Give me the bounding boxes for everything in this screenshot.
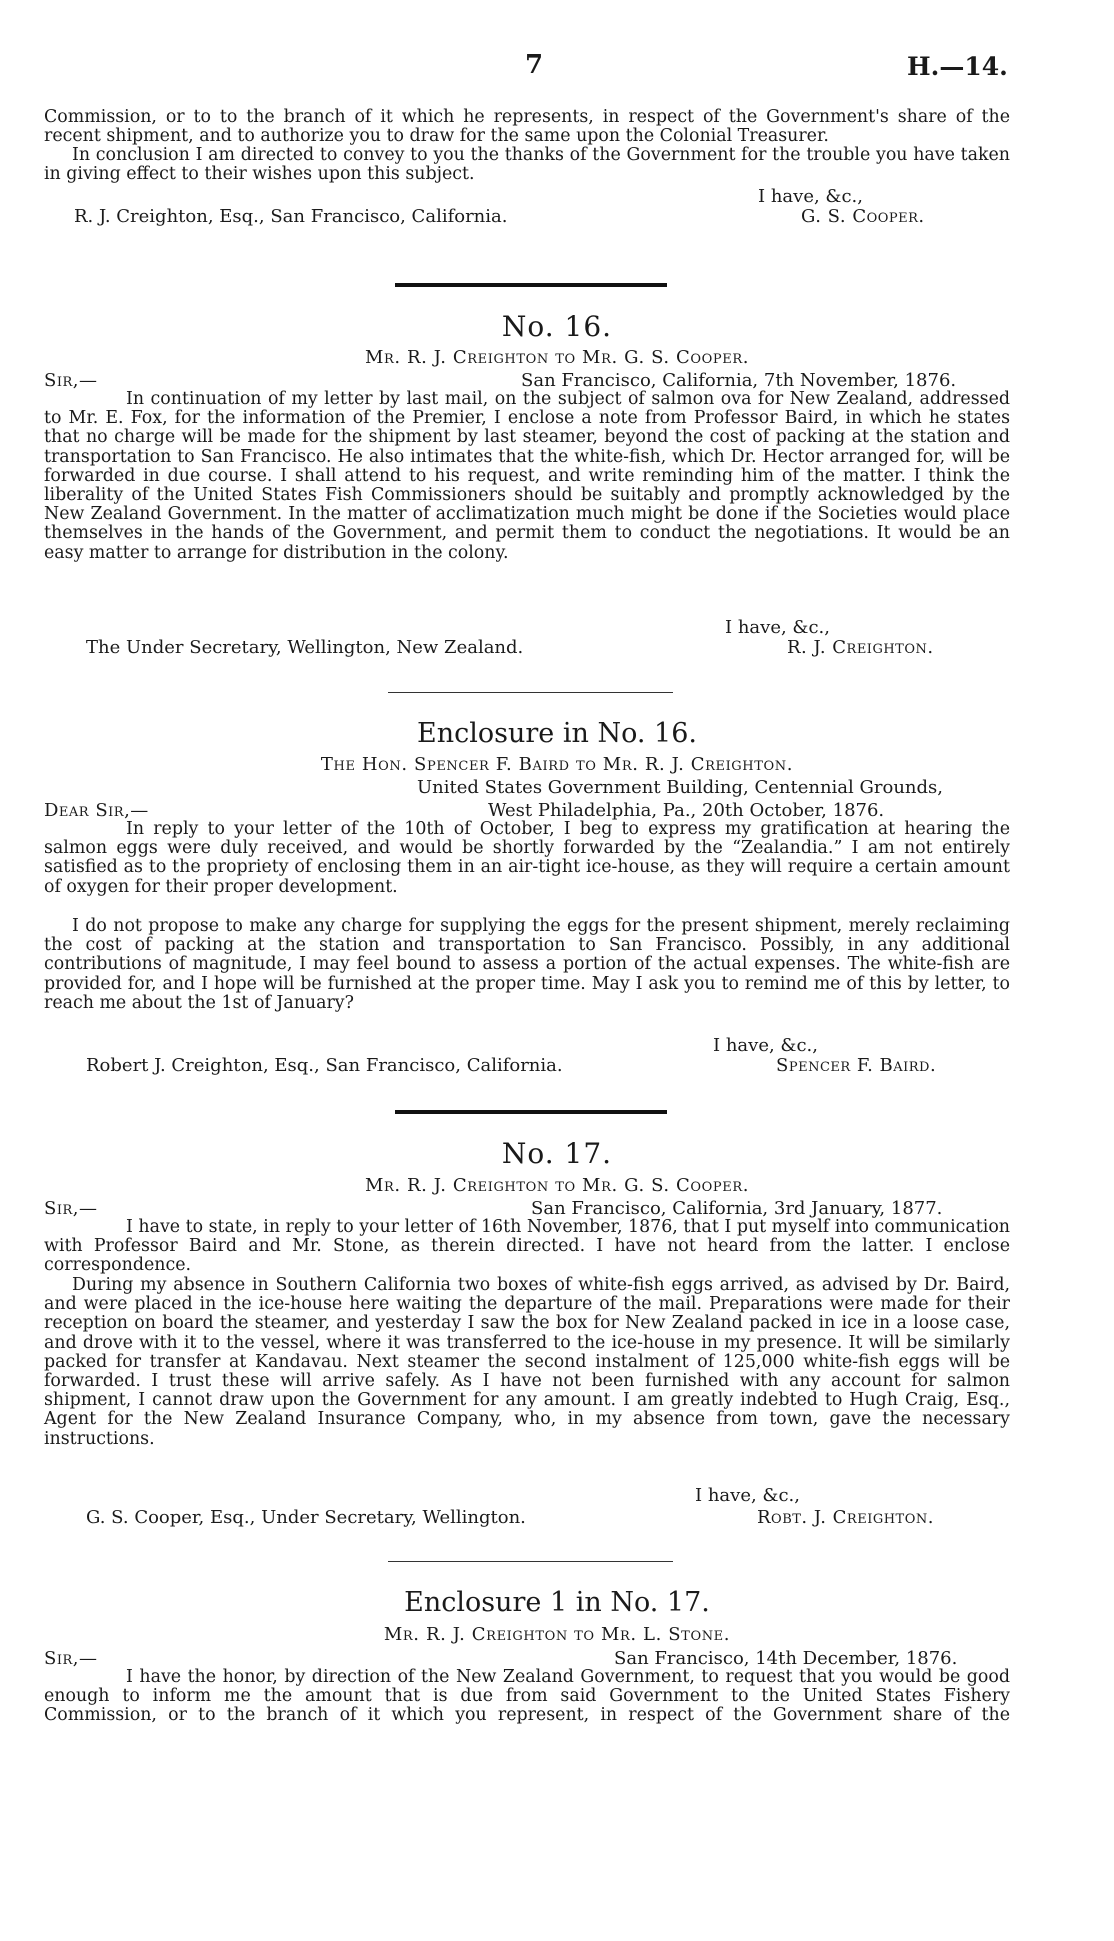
letter-number-16: No. 16. — [501, 310, 613, 343]
enclosure-divider — [388, 1561, 673, 1562]
letter-16-body: In continuation of my letter by last mail, on the subject of salmon ova for New Zealand, addressed to Mr. E. Fox, for the information of the Premier, I enclose a note from Professor Baird, in which he states that no charge will be made for the shipment by last steamer, beyond the cost of packing at the station and transportation to San Francisco. He also intimates that the white-fish, which Dr. Hector arranged for, will be forwarded in due course. I shall attend to his request, and write reminding him of the matter. I think the liberality of the United States Fish Commissioners should be suitably and promptly acknowledged by the New Zealand Government. In the matter of acclimatization much might be done if the Societies would place themselves in the hands of the Government, and permit them to conduct the negotiations. It would be an easy matter to arrange for distribution in the colony. — [44, 389, 1010, 563]
section-divider — [395, 1110, 667, 1114]
letter-17-dateline: San Francisco, California, 3rd January, 1877. — [531, 1198, 943, 1219]
enclosure-16-paragraph-2: I do not propose to make any charge for supplying the eggs for the present shipment, merely reclaiming the cost of packing at the station and transportation to San Francisco. Possibly, in any additional contributions of magnitude, I may feel bound to assess a portion of the actual expenses. The white-fish are provided for, and I hope will be furnished at the proper time. May I ask you to remind me of this by letter, to reach me about the 1st of January? — [44, 916, 1010, 1013]
enclosure-16-heading: The Hon. Spencer F. Baird to Mr. R. J. Creighton. — [320, 754, 794, 775]
section-divider — [395, 283, 667, 287]
letter-17-salutation: Sir,— — [44, 1198, 98, 1219]
letter-16-signature: R. J. Creighton. — [787, 637, 934, 658]
letter-number-17: No. 17. — [501, 1137, 613, 1170]
letter-17-paragraph-2: During my absence in Southern California two boxes of white-fish eggs arrived, as advised by Dr. Baird, and were placed in the ice-house here waiting the departure of the mail. Preparations were made for their reception on board the steamer, and yesterday I saw the box for New Zealand packed in ice in a loose case, and drove with it to the vessel, where it was transferred to the ice-house in my presence. It will be similarly packed for transfer at Kandavau. Next steamer the second instalment of 125,000 white-fish eggs will be forwarded. I trust these will arrive safely. As I have not been furnished with any account for salmon shipment, I cannot draw upon the Government for any amount. I am greatly indebted to Hugh Craig, Esq., Agent for the New Zealand Insurance Company, who, in my absence from town, gave the necessary instructions. — [44, 1275, 1010, 1449]
enclosure-17-body: I have the honor, by direction of the New Zealand Government, to request that you would be good enough to inform me the amount that is due from said Government to the United States Fishery Commission, or to the branch of it which you represent, in respect of the Government share of the — [44, 1667, 1010, 1726]
intro-paragraph-2: In conclusion I am directed to convey to you the thanks of the Government for the trouble you have taken in giving effect to their wishes upon this subject. — [44, 145, 1010, 185]
intro-addressee: R. J. Creighton, Esq., San Francisco, California. — [74, 206, 508, 227]
intro-closing: I have, &c., — [758, 186, 863, 207]
enclosure-16-paragraph-1: In reply to your letter of the 10th of October, I beg to express my gratification at hearing the salmon eggs were duly received, and would be shortly forwarded by the “Zealandia.” I am not entirely satisfied as to the propriety of enclosing them in an air-tight ice-house, as they will require a certain amount of oxygen for their proper development. — [44, 819, 1010, 897]
letter-17-signature: Robt. J. Creighton. — [757, 1507, 934, 1528]
letter-16-heading: Mr. R. J. Creighton to Mr. G. S. Cooper. — [364, 347, 750, 368]
enclosure-17-title: Enclosure 1 in No. 17. — [404, 1587, 710, 1618]
enclosure-16-addressee: Robert J. Creighton, Esq., San Francisco, California. — [86, 1055, 563, 1076]
letter-17-closing: I have, &c., — [695, 1485, 800, 1506]
letter-16-addressee: The Under Secretary, Wellington, New Zealand. — [86, 637, 524, 658]
document-reference: H.—14. — [907, 52, 1008, 81]
enclosure-16-dateline: West Philadelphia, Pa., 20th October, 1876. — [488, 800, 885, 821]
enclosure-16-place: United States Government Building, Centennial Grounds, — [417, 777, 944, 798]
enclosure-17-salutation: Sir,— — [44, 1648, 98, 1669]
page-number: 7 — [525, 50, 544, 80]
enclosure-16-salutation: Dear Sir,— — [44, 800, 149, 821]
letter-16-dateline: San Francisco, California, 7th November, 1876. — [521, 370, 957, 391]
letter-16-salutation: Sir,— — [44, 370, 98, 391]
intro-signature: G. S. Cooper. — [801, 206, 925, 227]
enclosure-16-closing: I have, &c., — [713, 1035, 818, 1056]
letter-17-heading: Mr. R. J. Creighton to Mr. G. S. Cooper. — [364, 1175, 750, 1196]
letter-17-paragraph-1: I have to state, in reply to your letter of 16th November, 1876, that I put myself into communication with Professor Baird and Mr. Stone, as therein directed. I have not heard from the latter. I enclose correspondence. — [44, 1217, 1010, 1276]
enclosure-17-heading: Mr. R. J. Creighton to Mr. L. Stone. — [383, 1624, 731, 1645]
letter-16-closing: I have, &c., — [725, 617, 830, 638]
letter-17-addressee: G. S. Cooper, Esq., Under Secretary, Wellington. — [86, 1507, 526, 1528]
enclosure-17-dateline: San Francisco, 14th December, 1876. — [614, 1648, 958, 1669]
enclosure-16-signature: Spencer F. Baird. — [776, 1055, 937, 1076]
enclosure-divider — [388, 692, 673, 693]
intro-paragraph-1: Commission, or to to the branch of it which he represents, in respect of the Government's share of the recent shipment, and to authorize you to draw for the same upon the Colonial Treasurer. — [44, 107, 1010, 147]
enclosure-16-title: Enclosure in No. 16. — [417, 718, 697, 749]
